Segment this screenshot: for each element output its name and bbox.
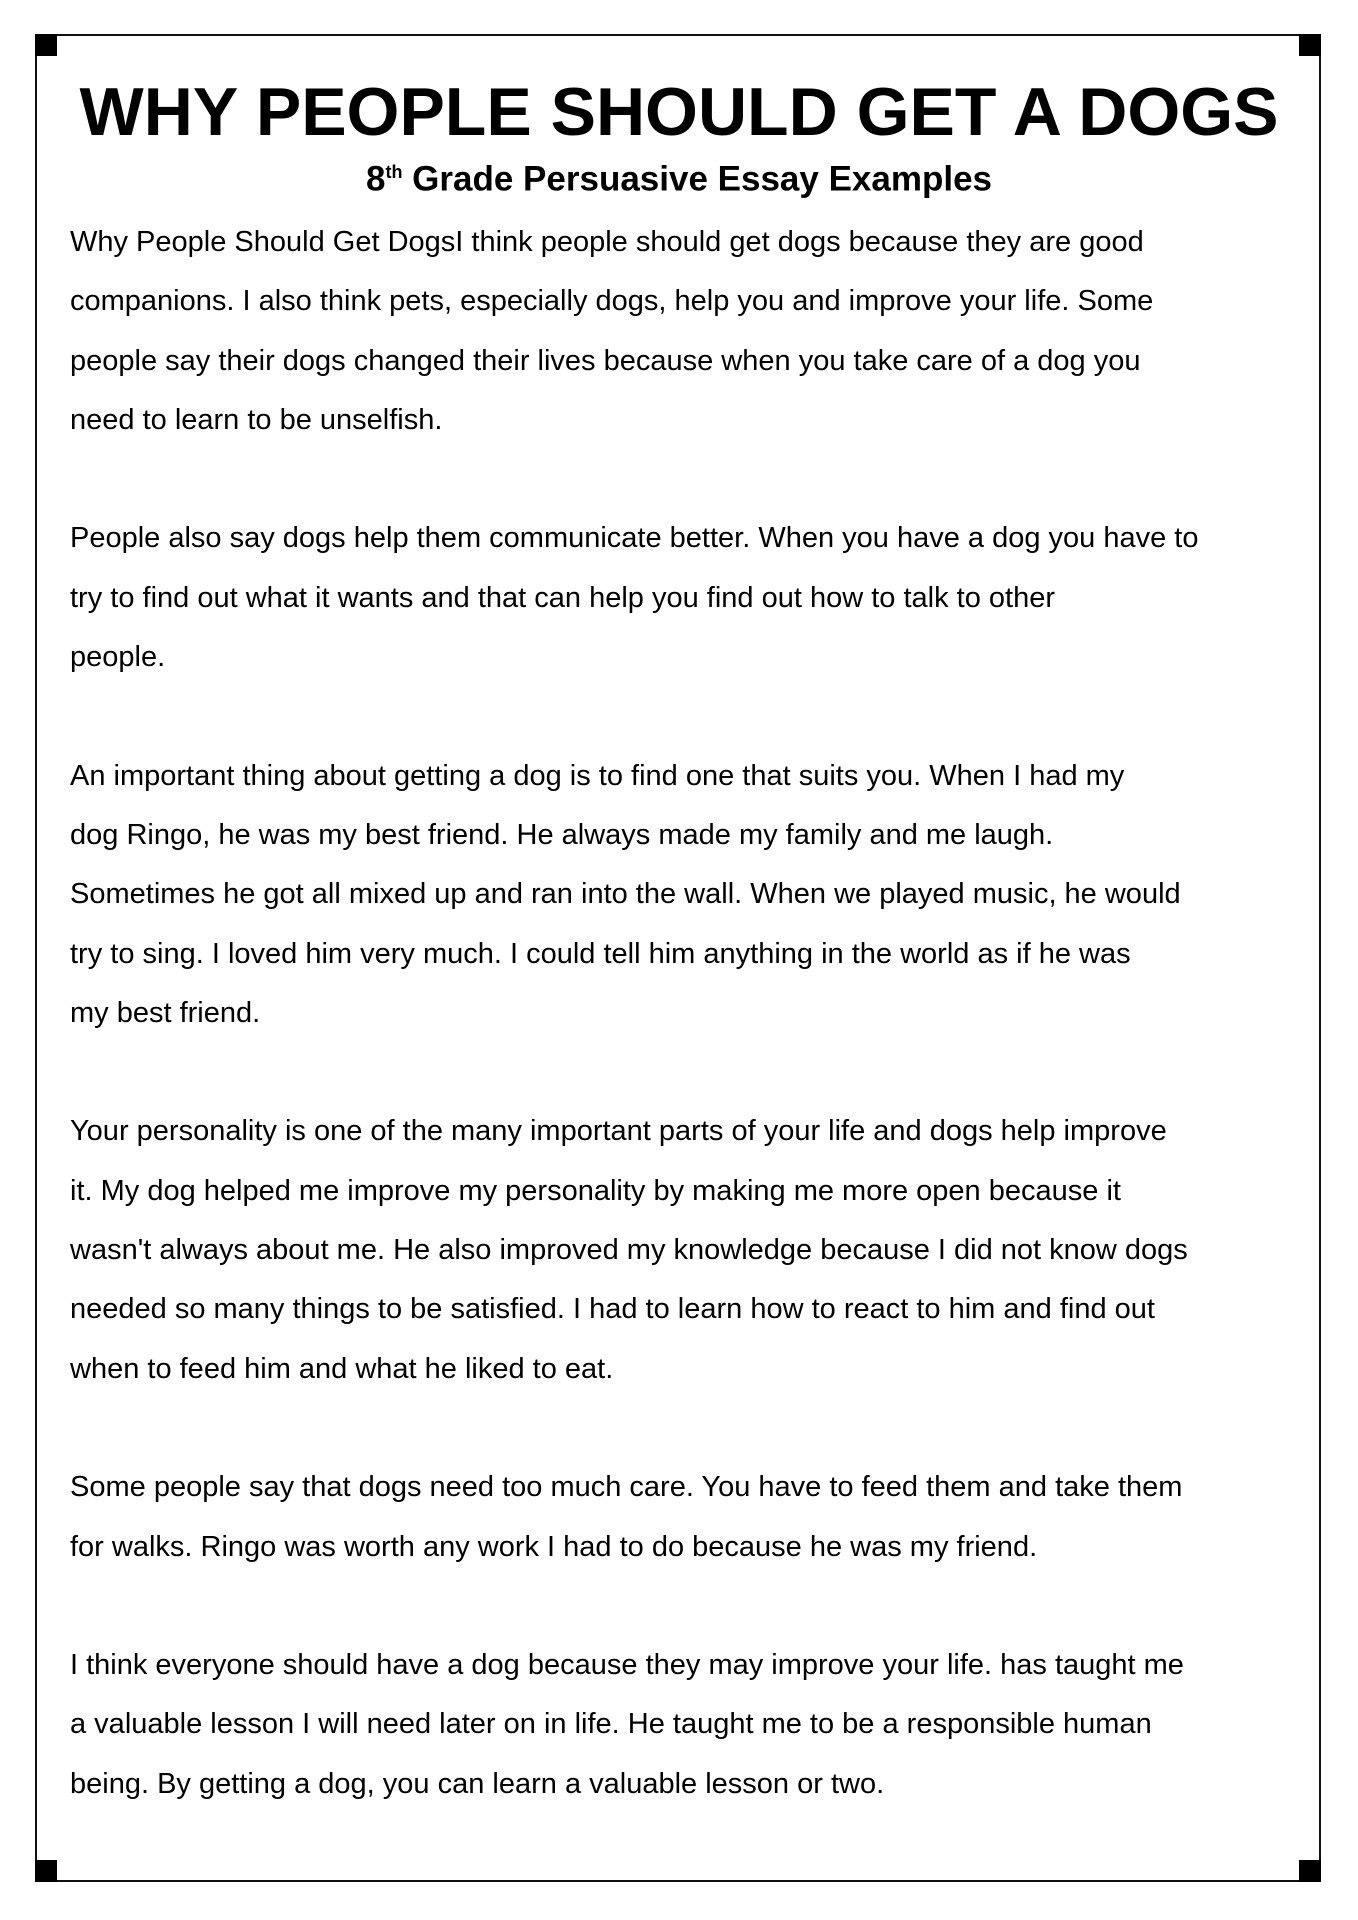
essay-paragraph xyxy=(70,213,1320,450)
text-line: Your personality is one of the many important parts of your life and dogs help improve xyxy=(70,1115,1167,1148)
text-line: Why People Should Get DogsI think people should get dogs because they are good xyxy=(70,226,1144,258)
subtitle-superscript: th xyxy=(385,162,403,182)
corner-ornament xyxy=(1299,34,1321,56)
text-line: when to feed him and what he liked to eat. xyxy=(70,1352,614,1385)
corner-ornament xyxy=(35,1860,57,1882)
essay-body xyxy=(70,213,1320,1873)
essay-paragraph xyxy=(70,1636,1320,1814)
subtitle-text: Grade Persuasive Essay Examples xyxy=(402,159,993,199)
text-line: being. By getting a dog, you can learn a valuable lesson or two. xyxy=(70,1767,885,1800)
essay-paragraph xyxy=(70,509,1320,687)
page-subtitle xyxy=(0,150,1358,202)
page-title: WHY PEOPLE SHOULD GET A DOGS xyxy=(79,74,1279,150)
text-line: try to sing. I loved him very much. I could tell him anything in the world as if he was xyxy=(70,937,1131,970)
essay-paragraph xyxy=(70,1458,1320,1577)
text-line: Some people say that dogs need too much care. You have to feed them and take them xyxy=(70,1471,1183,1504)
text-line: try to find out what it wants and that can help you find out how to talk to other xyxy=(70,581,1055,614)
text-line: dog Ringo, he was my best friend. He always made my family and me laugh. xyxy=(70,818,1054,851)
essay-paragraph xyxy=(70,747,1320,1043)
text-line: a valuable lesson I will need later on in life. He taught me to be a responsible human xyxy=(70,1708,1152,1741)
text-line: it. My dog helped me improve my personality by making me more open because it xyxy=(70,1174,1121,1207)
text-line: companions. I also think pets, especially dogs, help you and improve your life. Some xyxy=(70,285,1154,318)
subtitle-number: 8 xyxy=(365,159,386,199)
essay-paragraph xyxy=(70,1102,1320,1398)
text-line: An important thing about getting a dog is to find one that suits you. When I had my xyxy=(70,759,1125,792)
text-line: wasn't always about me. He also improved my knowledge because I did not know dogs xyxy=(70,1234,1188,1267)
text-line: people say their dogs changed their lives because when you take care of a dog you xyxy=(70,344,1141,377)
text-line: needed so many things to be satisfied. I had to learn how to react to him and find out xyxy=(70,1293,1155,1326)
text-line: for walks. Ringo was worth any work I had to do because he was my friend. xyxy=(70,1530,1038,1563)
text-line: I think everyone should have a dog because they may improve your life. has taught me xyxy=(70,1649,1184,1682)
text-line: People also say dogs help them communicate better. When you have a dog you have to xyxy=(70,522,1199,555)
text-line: my best friend. xyxy=(70,996,261,1029)
text-line: Sometimes he got all mixed up and ran into the wall. When we played music, he would xyxy=(70,878,1181,911)
corner-ornament xyxy=(35,34,57,56)
text-line: people. xyxy=(70,641,166,674)
text-line: need to learn to be unselfish. xyxy=(70,403,443,436)
